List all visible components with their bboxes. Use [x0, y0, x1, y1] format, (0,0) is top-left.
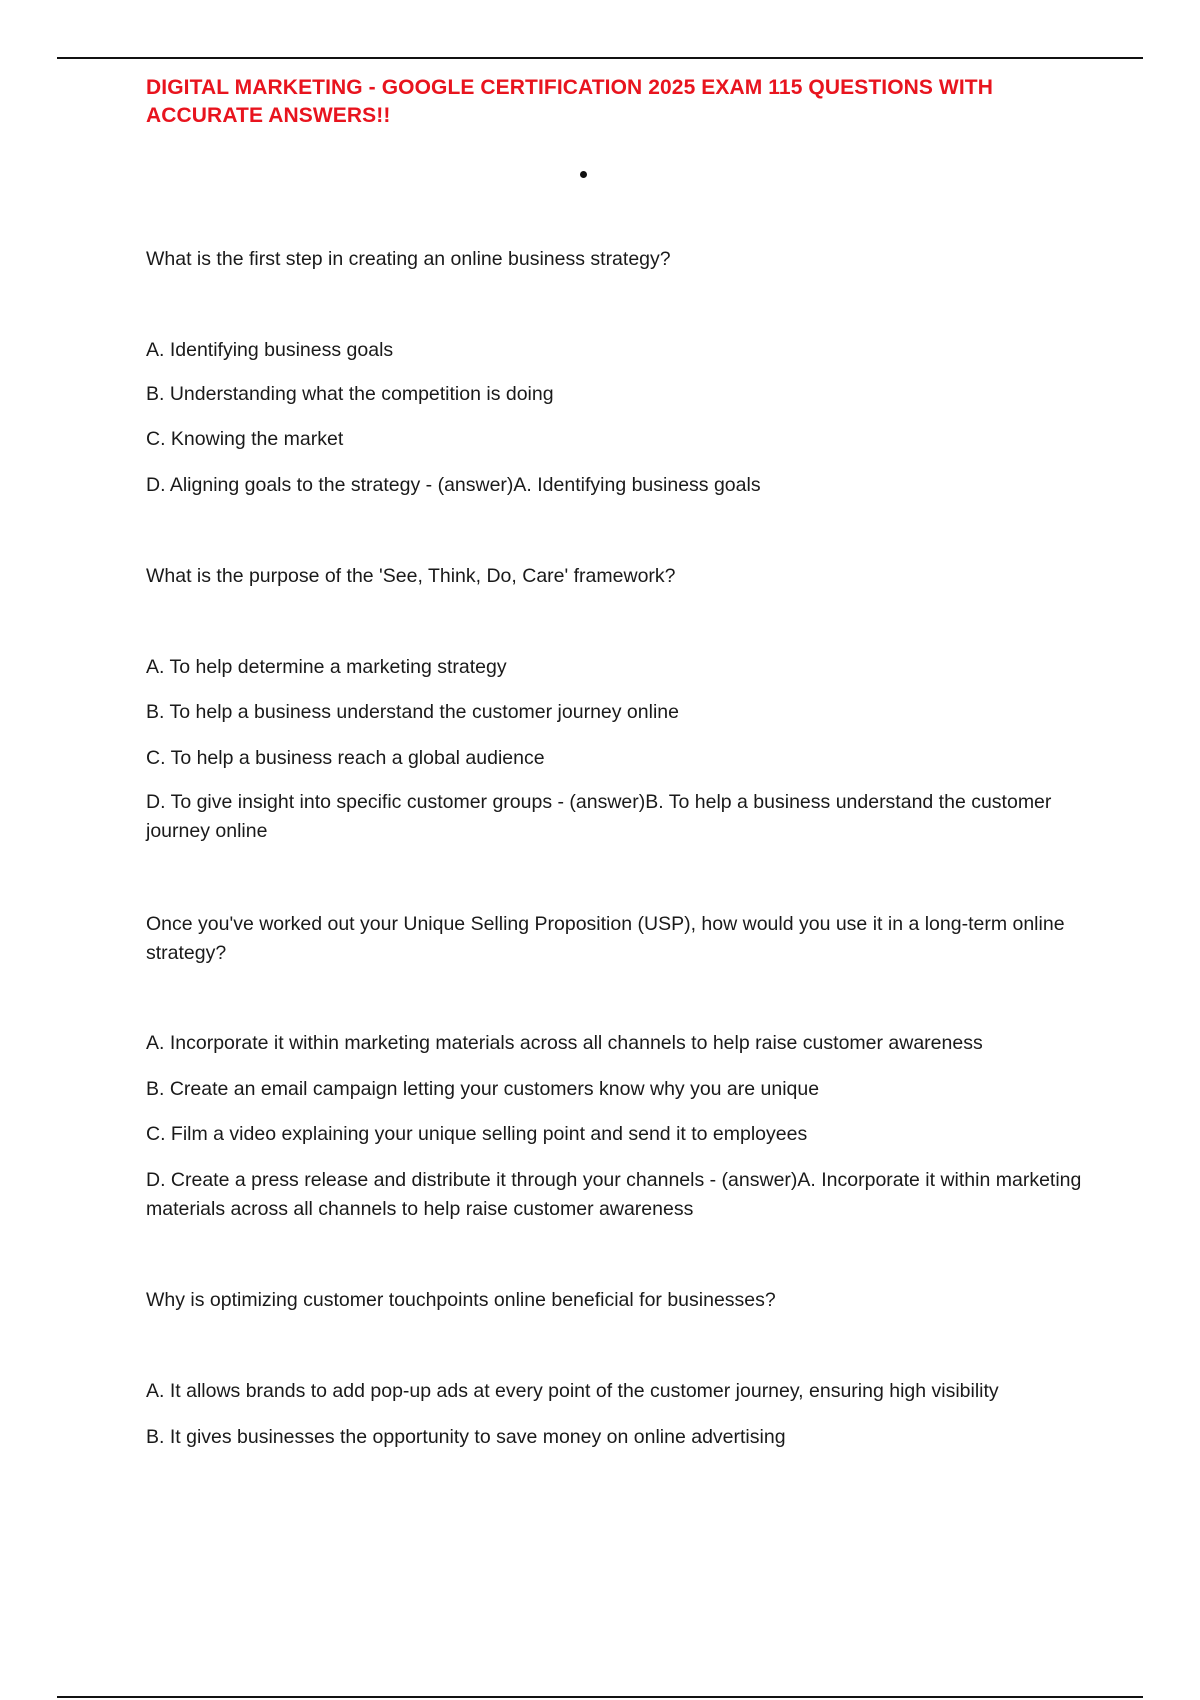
- answer-option: B. It gives businesses the opportunity to save money on online advertising: [146, 1426, 786, 1448]
- answer-option: A. Identifying business goals: [146, 339, 394, 361]
- question-text: What is the purpose of the 'See, Think, Do, Care' framework?: [146, 565, 676, 587]
- answer-option: B. Understanding what the competition is doing: [146, 383, 554, 405]
- question-text: What is the first step in creating an online business strategy?: [146, 248, 671, 270]
- answer-option: D. To give insight into specific customer groups - (answer)B. To help a business understand the customer journey online: [146, 791, 1052, 842]
- answer-option: A. Incorporate it within marketing materials across all channels to help raise customer awareness: [146, 1032, 983, 1054]
- bullet-icon: [580, 171, 587, 178]
- answer-option: D. Create a press release and distribute it through your channels - (answer)A. Incorporate it within marketing materials across all channels to help raise customer awareness: [146, 1169, 1082, 1220]
- answer-option: C. Knowing the market: [146, 428, 344, 450]
- bottom-rule: [57, 1696, 1143, 1698]
- answer-option: D. Aligning goals to the strategy - (answer)A. Identifying business goals: [146, 474, 761, 496]
- document-title: DIGITAL MARKETING - GOOGLE CERTIFICATION 2025 EXAM 115 QUESTIONS WITH ACCURATE ANSWERS!!: [146, 76, 993, 127]
- answer-option: B. Create an email campaign letting your customers know why you are unique: [146, 1078, 820, 1100]
- question-text: Once you've worked out your Unique Selling Proposition (USP), how would you use it in a long-term online strategy?: [146, 913, 1065, 964]
- answer-option: C. To help a business reach a global audience: [146, 747, 545, 769]
- answer-option: A. It allows brands to add pop-up ads at every point of the customer journey, ensuring high visibility: [146, 1380, 999, 1402]
- answer-option: A. To help determine a marketing strategy: [146, 656, 507, 678]
- answer-option: B. To help a business understand the customer journey online: [146, 701, 679, 723]
- question-text: Why is optimizing customer touchpoints online beneficial for businesses?: [146, 1289, 776, 1311]
- answer-option: C. Film a video explaining your unique selling point and send it to employees: [146, 1123, 808, 1145]
- top-rule: [57, 57, 1143, 59]
